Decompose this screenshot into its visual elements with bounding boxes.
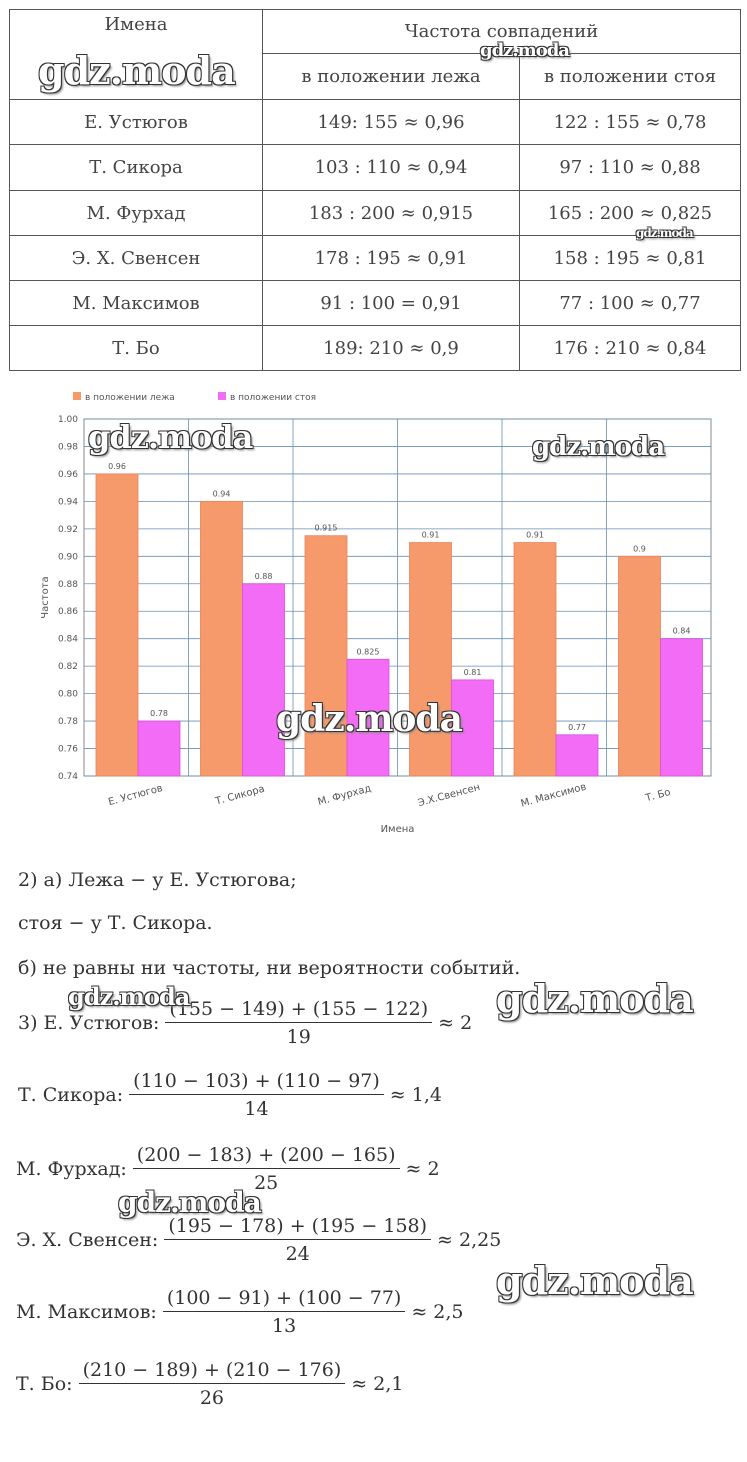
cell-name: Т. Сикора xyxy=(10,145,263,191)
numerator: (200 − 183) + (200 − 165) xyxy=(133,1144,400,1169)
cell-standing: 176 : 210 ≈ 0,84 xyxy=(520,326,741,371)
y-tick-label: 0.94 xyxy=(57,497,78,508)
y-tick-label: 0.82 xyxy=(57,662,78,673)
cell-name: Э. Х. Свенсен xyxy=(10,236,263,281)
denominator: 26 xyxy=(199,1387,225,1409)
bar-value-label: 0.84 xyxy=(672,626,691,636)
watermark: gdz.moda xyxy=(118,1186,261,1219)
row-result: ≈ 2 xyxy=(405,1158,440,1180)
y-tick-label: 0.90 xyxy=(57,552,78,563)
bar-value-label: 0.825 xyxy=(356,647,380,657)
row-label: Т. Бо: xyxy=(16,1373,73,1395)
numerator: (210 − 189) + (210 − 176) xyxy=(79,1359,346,1384)
bar-value-label: 0.91 xyxy=(421,530,440,540)
denominator: 13 xyxy=(271,1315,297,1337)
bar-lying xyxy=(96,474,138,776)
bar-standing xyxy=(556,735,598,776)
legend-label: в положении лежа xyxy=(85,393,175,403)
cell-standing: 165 : 200 ≈ 0,825 xyxy=(520,191,741,236)
answer-2a-cont: стоя − у Т. Сикора. xyxy=(18,912,213,934)
cell-lying: 183 : 200 ≈ 0,915 xyxy=(263,191,520,236)
answer-3-row xyxy=(16,1287,464,1337)
denominator: 19 xyxy=(286,1026,311,1048)
bar-value-label: 0.91 xyxy=(526,530,544,540)
y-tick-label: 0.86 xyxy=(57,607,78,618)
row-label: М. Фурхад: xyxy=(16,1158,127,1180)
row-result: ≈ 2,1 xyxy=(351,1373,404,1395)
x-tick-label: Т. Сикора xyxy=(214,783,266,808)
table-row xyxy=(10,236,741,281)
denominator: 25 xyxy=(254,1172,279,1194)
legend-label: в положении стоя xyxy=(230,393,317,403)
x-axis-title: Имена xyxy=(380,824,415,835)
y-tick-label: 0.98 xyxy=(57,442,78,453)
x-tick-label: М. Фурхад xyxy=(316,783,373,808)
bar-lying xyxy=(410,543,452,776)
watermark: gdz.moda xyxy=(38,48,235,93)
table-row xyxy=(10,191,741,236)
x-tick-label: Э.Х.Свенсен xyxy=(416,781,482,810)
table-row xyxy=(10,326,741,371)
y-tick-label: 0.74 xyxy=(57,772,78,782)
watermark: gdz.moda xyxy=(496,1258,693,1303)
cell-standing: 158 : 195 ≈ 0,81 xyxy=(520,236,741,281)
watermark: gdz.moda xyxy=(480,40,569,61)
bar-value-label: 0.9 xyxy=(633,544,646,554)
cell-standing: 122 : 155 ≈ 0,78 xyxy=(520,100,741,145)
y-tick-label: 0.80 xyxy=(57,689,78,700)
bar-value-label: 0.81 xyxy=(463,667,482,677)
header-lying: в положении лежа xyxy=(263,54,520,100)
watermark: gdz.moda xyxy=(276,698,462,740)
bar-value-label: 0.96 xyxy=(108,461,126,471)
bar-standing xyxy=(661,639,703,776)
row-result: ≈ 2,5 xyxy=(411,1301,464,1323)
bar-standing xyxy=(138,721,180,776)
numerator: (100 − 91) + (100 − 77) xyxy=(163,1287,406,1312)
answer-3-row xyxy=(18,1070,442,1120)
legend-swatch xyxy=(218,392,226,400)
fraction xyxy=(164,1215,431,1265)
bar-lying xyxy=(514,543,556,776)
header-standing: в положении стоя xyxy=(520,54,741,100)
cell-name: Е. Устюгов xyxy=(10,100,263,145)
numerator: (110 − 103) + (110 − 97) xyxy=(129,1070,384,1095)
bar-value-label: 0.77 xyxy=(568,722,586,732)
fraction xyxy=(79,1359,346,1409)
answer-3-row xyxy=(16,1359,403,1409)
watermark: gdz.moda xyxy=(88,418,253,456)
cell-standing: 97 : 110 ≈ 0,88 xyxy=(520,145,741,191)
header-frequency: Частота совпадений xyxy=(263,10,741,54)
fraction xyxy=(163,1287,406,1337)
cell-lying: 178 : 195 ≈ 0,91 xyxy=(263,236,520,281)
x-tick-label: Т. Бо xyxy=(644,786,672,805)
fraction xyxy=(165,998,432,1048)
legend-swatch xyxy=(73,392,81,400)
y-tick-label: 0.92 xyxy=(57,524,78,535)
table-row xyxy=(10,145,741,191)
y-tick-label: 0.78 xyxy=(57,717,78,728)
cell-lying: 103 : 110 ≈ 0,94 xyxy=(263,145,520,191)
bar-value-label: 0.78 xyxy=(150,709,168,719)
row-label: Т. Сикора: xyxy=(18,1084,124,1106)
cell-name: М. Максимов xyxy=(10,281,263,326)
y-tick-label: 0.76 xyxy=(57,744,78,755)
denominator: 24 xyxy=(285,1243,310,1265)
bar-value-label: 0.915 xyxy=(314,523,338,533)
cell-standing: 77 : 100 ≈ 0,77 xyxy=(520,281,741,326)
denominator: 14 xyxy=(244,1098,269,1120)
bar-value-label: 0.88 xyxy=(254,571,273,581)
y-tick-label: 0.84 xyxy=(57,634,78,645)
row-label: М. Максимов: xyxy=(16,1301,157,1323)
table-row xyxy=(10,100,741,145)
cell-lying: 91 : 100 = 0,91 xyxy=(263,281,520,326)
row-label: Э. Х. Свенсен: xyxy=(16,1229,159,1251)
table-row xyxy=(10,281,741,326)
y-tick-label: 0.88 xyxy=(57,579,78,590)
cell-name: М. Фурхад xyxy=(10,191,263,236)
numerator: (195 − 178) + (195 − 158) xyxy=(164,1215,431,1240)
y-tick-label: 1.00 xyxy=(57,415,78,425)
row-label: 3) Е. Устюгов: xyxy=(18,1012,160,1034)
bar-standing xyxy=(243,584,285,776)
row-result: ≈ 1,4 xyxy=(389,1084,442,1106)
cell-lying: 189: 210 ≈ 0,9 xyxy=(263,326,520,371)
watermark: gdz.moda xyxy=(68,982,190,1011)
header-names: Имена xyxy=(10,10,263,100)
answer-2a: 2) а) Лежа − у Е. Устюгова; xyxy=(18,869,297,891)
row-result: ≈ 2,25 xyxy=(437,1229,502,1251)
cell-lying: 149: 155 ≈ 0,96 xyxy=(263,100,520,145)
answer-2b: б) не равны ни частоты, ни вероятности событий. xyxy=(18,957,521,979)
bar-value-label: 0.94 xyxy=(212,489,231,499)
watermark: gdz.moda xyxy=(496,976,693,1021)
y-axis-title: Частота xyxy=(40,576,51,619)
x-tick-label: М. Максимов xyxy=(519,781,588,810)
answer-3-row xyxy=(16,1215,501,1265)
numerator: (155 − 149) + (155 − 122) xyxy=(165,998,432,1023)
watermark: gdz.moda xyxy=(636,226,693,240)
cell-name: Т. Бо xyxy=(10,326,263,371)
row-result: ≈ 2 xyxy=(438,1012,473,1034)
fraction xyxy=(129,1070,384,1120)
y-tick-label: 0.96 xyxy=(57,469,78,480)
bar-lying xyxy=(201,501,243,776)
watermark: gdz.moda xyxy=(532,432,665,462)
bar-lying xyxy=(619,556,661,776)
x-tick-label: Е. Устюгов xyxy=(107,783,164,809)
